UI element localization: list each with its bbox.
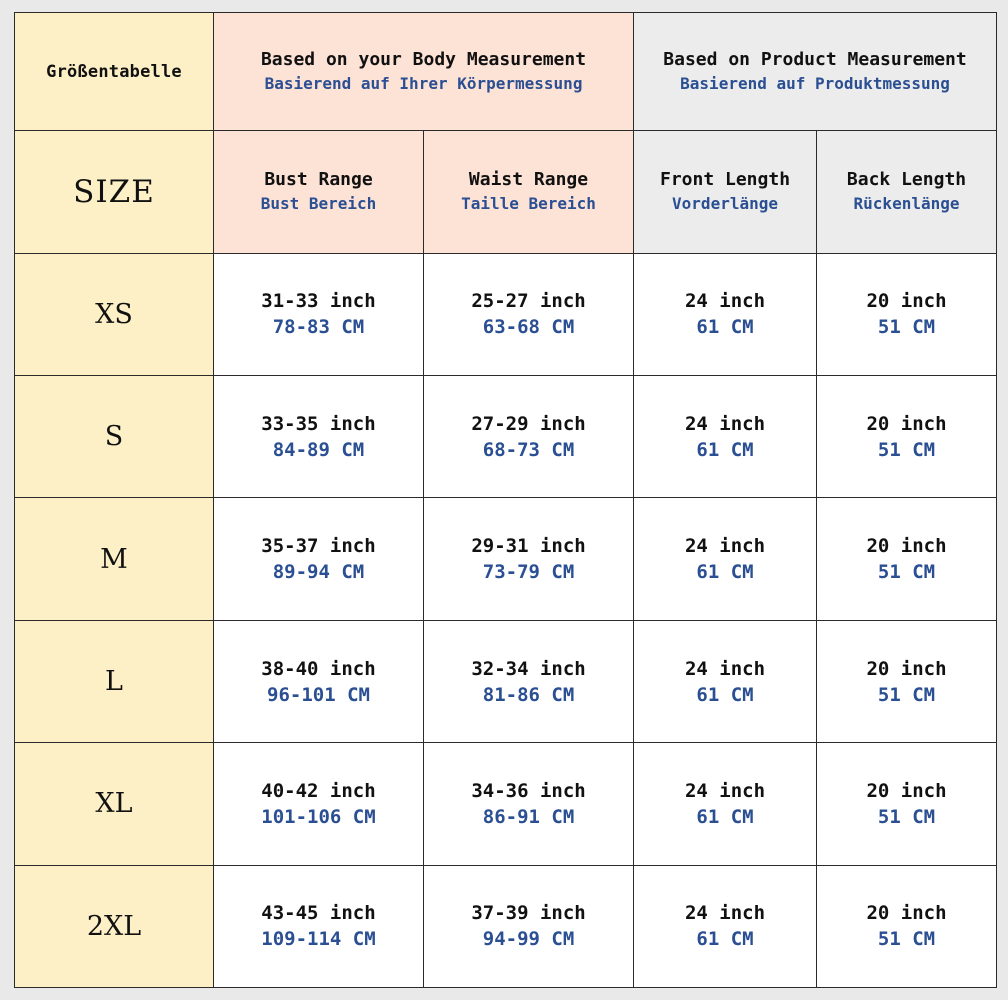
back-length-cell bbox=[817, 743, 997, 865]
front-inch: 24 inch bbox=[684, 657, 766, 680]
front-cm: 61 CM bbox=[696, 928, 754, 951]
body-measurement-header-en: Based on your Body Measurement bbox=[260, 48, 587, 70]
bust-range-header-de: Bust Bereich bbox=[260, 194, 377, 214]
bust-cell bbox=[214, 253, 424, 375]
waist-cell bbox=[424, 253, 634, 375]
bust-cell bbox=[214, 743, 424, 865]
bust-range-header bbox=[214, 131, 424, 253]
front-length-cell bbox=[634, 865, 817, 987]
product-measurement-header bbox=[634, 13, 997, 131]
front-length-header bbox=[634, 131, 817, 253]
front-length-header-en: Front Length bbox=[659, 169, 791, 191]
back-length-cell bbox=[817, 865, 997, 987]
bust-cm: 84-89 CM bbox=[272, 438, 365, 461]
product-measurement-header-en: Based on Product Measurement bbox=[663, 48, 967, 70]
back-cm: 51 CM bbox=[877, 316, 936, 339]
waist-cm: 63-68 CM bbox=[482, 316, 575, 339]
bust-cm: 101-106 CM bbox=[261, 805, 376, 828]
table-row bbox=[15, 620, 997, 742]
waist-range-header-en: Waist Range bbox=[468, 169, 589, 191]
back-length-cell bbox=[817, 376, 997, 498]
front-inch: 24 inch bbox=[684, 290, 766, 313]
front-inch: 24 inch bbox=[684, 779, 766, 802]
size-label: 2XL bbox=[15, 865, 214, 987]
bust-inch: 33-35 inch bbox=[261, 412, 376, 435]
waist-inch: 27-29 inch bbox=[471, 412, 586, 435]
table-row bbox=[15, 865, 997, 987]
waist-inch: 29-31 inch bbox=[471, 535, 586, 558]
front-cm: 61 CM bbox=[696, 561, 754, 584]
bust-cm: 109-114 CM bbox=[261, 928, 376, 951]
front-length-cell bbox=[634, 253, 817, 375]
front-cm: 61 CM bbox=[696, 438, 754, 461]
waist-range-header bbox=[424, 131, 634, 253]
bust-inch: 38-40 inch bbox=[261, 657, 376, 680]
back-length-cell bbox=[817, 620, 997, 742]
bust-cm: 96-101 CM bbox=[267, 683, 370, 706]
waist-range-header-de: Taille Bereich bbox=[461, 194, 596, 214]
front-length-cell bbox=[634, 376, 817, 498]
size-label: XL bbox=[15, 743, 214, 865]
front-length-cell bbox=[634, 743, 817, 865]
front-length-cell bbox=[634, 498, 817, 620]
waist-cm: 73-79 CM bbox=[482, 561, 575, 584]
waist-cell bbox=[424, 498, 634, 620]
header-row-groups bbox=[15, 13, 997, 131]
front-length-header-de: Vorderlänge bbox=[672, 194, 778, 214]
bust-inch: 35-37 inch bbox=[261, 535, 376, 558]
front-cm: 61 CM bbox=[696, 683, 754, 706]
front-inch: 24 inch bbox=[684, 902, 766, 925]
waist-inch: 25-27 inch bbox=[471, 290, 586, 313]
waist-cm: 68-73 CM bbox=[482, 438, 575, 461]
waist-cm: 86-91 CM bbox=[482, 805, 575, 828]
table-row bbox=[15, 253, 997, 375]
waist-cell bbox=[424, 376, 634, 498]
size-column-header: SIZE bbox=[15, 131, 214, 253]
size-label: M bbox=[15, 498, 214, 620]
front-cm: 61 CM bbox=[696, 316, 754, 339]
back-inch: 20 inch bbox=[866, 779, 947, 802]
back-length-header-de: Rückenlänge bbox=[853, 194, 960, 214]
table-title: Größentabelle bbox=[15, 13, 214, 131]
waist-inch: 32-34 inch bbox=[471, 657, 586, 680]
back-cm: 51 CM bbox=[877, 805, 936, 828]
front-inch: 24 inch bbox=[684, 412, 766, 435]
back-inch: 20 inch bbox=[866, 412, 947, 435]
waist-cell bbox=[424, 865, 634, 987]
bust-cm: 78-83 CM bbox=[272, 316, 365, 339]
waist-cm: 81-86 CM bbox=[482, 683, 575, 706]
back-cm: 51 CM bbox=[877, 683, 936, 706]
waist-cell bbox=[424, 743, 634, 865]
header-row-columns bbox=[15, 131, 997, 253]
bust-cell bbox=[214, 620, 424, 742]
back-inch: 20 inch bbox=[866, 902, 947, 925]
back-length-cell bbox=[817, 253, 997, 375]
front-cm: 61 CM bbox=[696, 805, 754, 828]
back-inch: 20 inch bbox=[866, 290, 947, 313]
bust-cell bbox=[214, 498, 424, 620]
back-inch: 20 inch bbox=[866, 535, 947, 558]
waist-cell bbox=[424, 620, 634, 742]
bust-inch: 31-33 inch bbox=[261, 290, 376, 313]
back-length-header-en: Back Length bbox=[846, 169, 967, 191]
back-inch: 20 inch bbox=[866, 657, 947, 680]
table-row bbox=[15, 743, 997, 865]
back-cm: 51 CM bbox=[877, 438, 936, 461]
back-cm: 51 CM bbox=[877, 928, 936, 951]
product-measurement-header-de: Basierend auf Produktmessung bbox=[680, 73, 950, 93]
body-measurement-header-de: Basierend auf Ihrer Körpermessung bbox=[264, 73, 583, 93]
size-chart bbox=[14, 12, 996, 988]
waist-cm: 94-99 CM bbox=[482, 928, 575, 951]
waist-inch: 37-39 inch bbox=[471, 902, 586, 925]
back-length-header bbox=[817, 131, 997, 253]
front-inch: 24 inch bbox=[684, 535, 766, 558]
size-label: XS bbox=[15, 253, 214, 375]
back-cm: 51 CM bbox=[877, 561, 936, 584]
bust-inch: 40-42 inch bbox=[261, 779, 376, 802]
bust-cm: 89-94 CM bbox=[272, 561, 365, 584]
size-label: S bbox=[15, 376, 214, 498]
body-measurement-header bbox=[214, 13, 634, 131]
bust-range-header-en: Bust Range bbox=[264, 169, 373, 191]
size-label: L bbox=[15, 620, 214, 742]
table-row bbox=[15, 376, 997, 498]
bust-inch: 43-45 inch bbox=[261, 902, 376, 925]
size-table bbox=[14, 12, 997, 988]
bust-cell bbox=[214, 376, 424, 498]
front-length-cell bbox=[634, 620, 817, 742]
bust-cell bbox=[214, 865, 424, 987]
table-row bbox=[15, 498, 997, 620]
waist-inch: 34-36 inch bbox=[471, 779, 586, 802]
back-length-cell bbox=[817, 498, 997, 620]
